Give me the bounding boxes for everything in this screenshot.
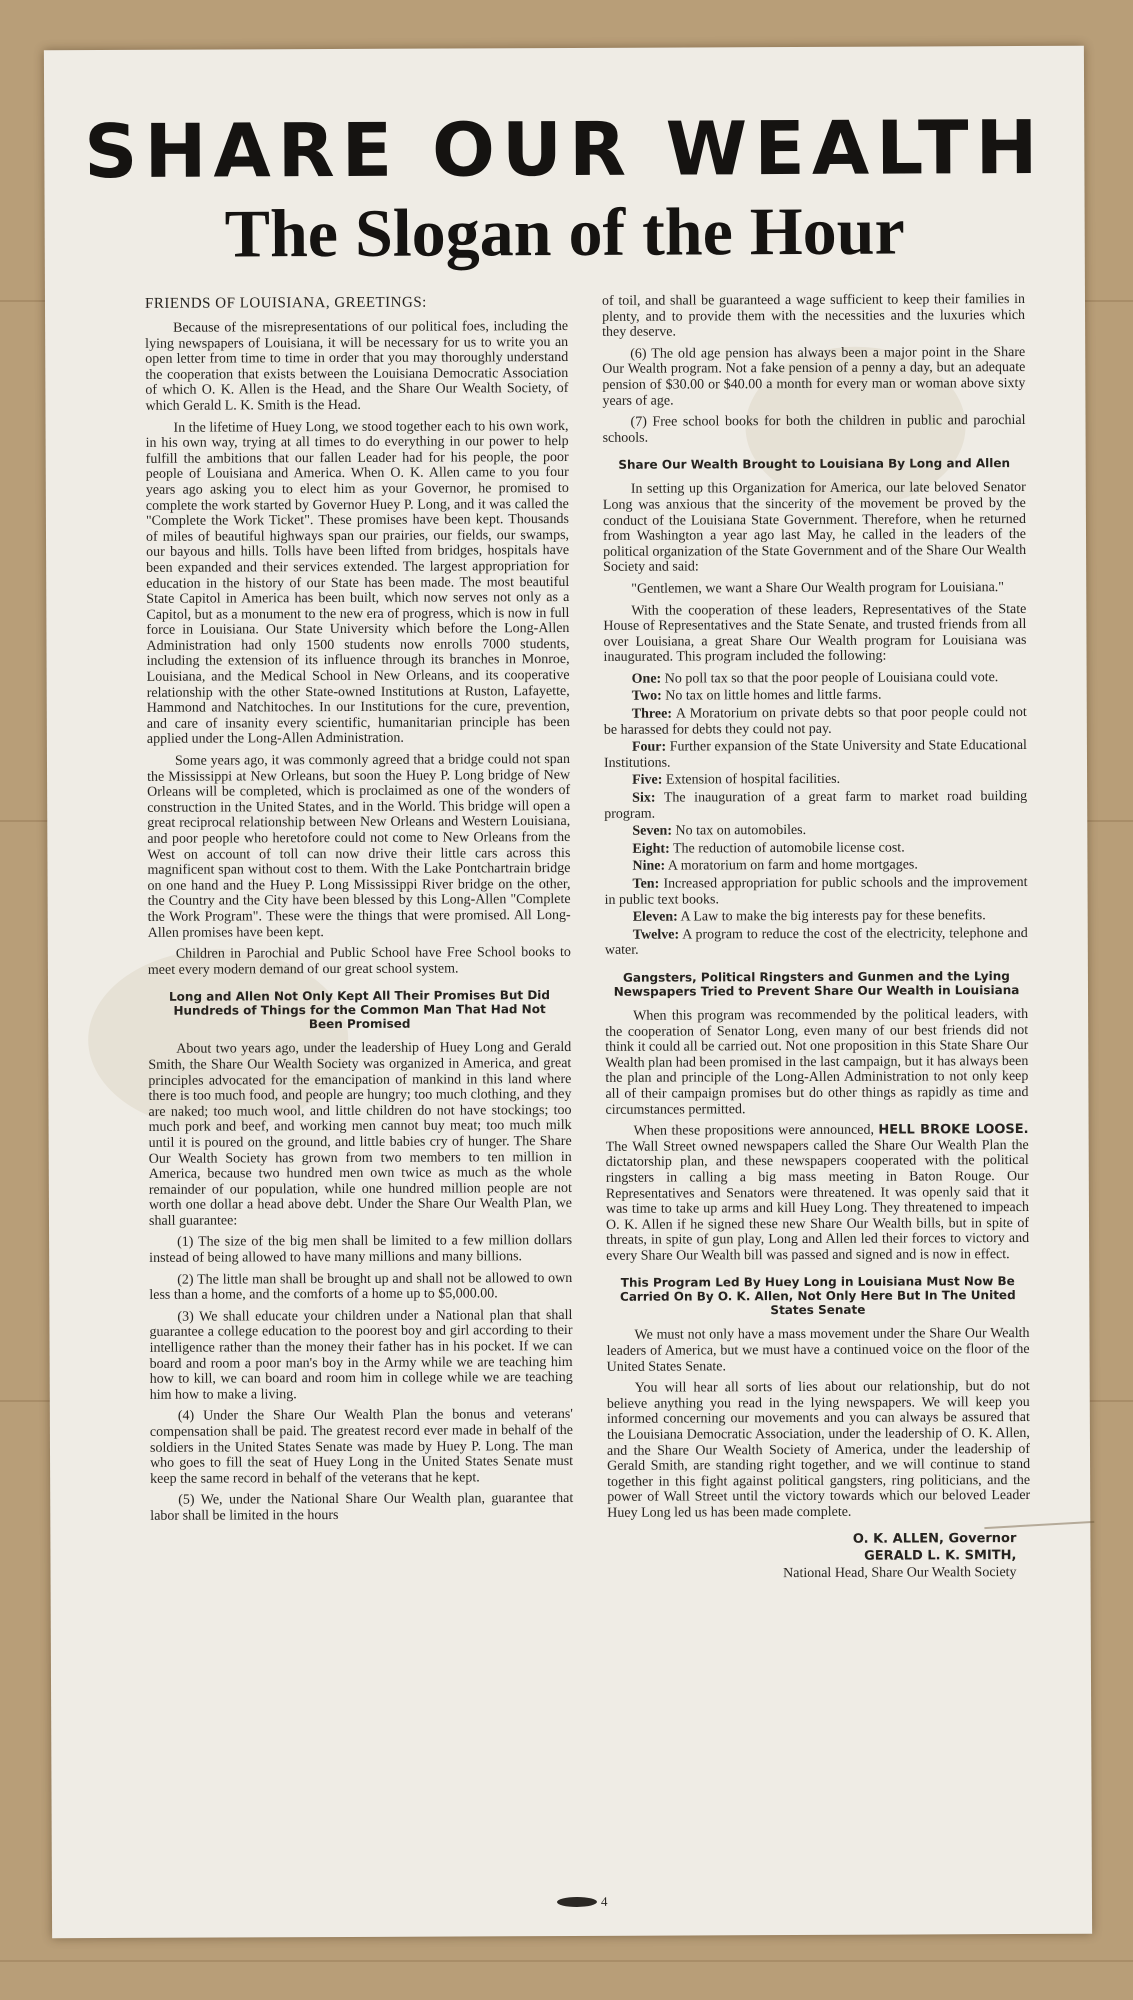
program-item-label: Four:	[631, 739, 667, 755]
program-item	[604, 670, 1027, 687]
emphasis: HELL BROKE LOOSE.	[878, 1122, 1029, 1138]
guarantee-item: (5) We, under the National Share Our Wealth plan, guarantee that labor shall be limited in the hours	[150, 1491, 574, 1524]
program-item-text: No tax on automobiles.	[675, 823, 807, 839]
program-item-text: No poll tax so that the poor people of Louisiana could vote.	[664, 669, 999, 687]
program-item-label: Seven:	[632, 823, 673, 839]
paragraph: Children in Parochial and Public School have Free School books to meet every modern demand of our great school system.	[147, 945, 571, 978]
section-heading: This Program Led By Huey Long in Louisiana Must Now Be Carried On By O. K. Allen, Not Only Here But In The United States Senate	[619, 1274, 1016, 1318]
paragraph: When this program was recommended by the political leaders, with the cooperation of Senator Long, even many of our best friends did not think it could all be carried out. Not one proposition in this State Share Our Wealth plan had been promised in the last campaign, but it has always been the plan and principle of the Long-Allen Administration to not only keep all of their campaign promises but do other things as rapidly as time and circumstances permitted.	[605, 1006, 1029, 1118]
section-heading: Long and Allen Not Only Kept All Their Promises But Did Hundreds of Things for the Common Man That Had Not Been Promised	[168, 988, 551, 1032]
program-item-text: A Law to make the big interests pay for these benefits.	[680, 908, 986, 925]
body-columns	[145, 292, 1031, 1584]
program-item-label: Nine:	[632, 858, 666, 875]
program-item-label: Ten:	[632, 876, 660, 892]
program-item-text: A Moratorium on private debts so that poor people could not be harassed for debts they could not pay.	[603, 705, 1027, 738]
program-item-text: Increased appropriation for public schools and the improvement in public text books.	[604, 874, 1028, 908]
paragraph: You will hear all sorts of lies about our relationship, but do not believe anything you read in the lying newspapers. We will keep you informed concerning our movements and you can always be assured that the Louisiana Democratic Association, under the leadership of O. K. Allen, and the Share Our Wealth Society of America, under the leadership of Gerald Smith, are standing right together, and we will continue to stand together in this fight against political gangsters, ring politicians, and the power of Wall Street until the victory towards which our beloved Leader Huey Long led us has been made complete.	[606, 1379, 1031, 1521]
subheadline: The Slogan of the Hour	[224, 192, 905, 272]
program-item-label: Five:	[632, 773, 663, 789]
program-item-label: Eleven:	[632, 909, 678, 925]
right-column	[602, 292, 1031, 1582]
guarantee-item: (6) The old age pension has always been a major point in the Share Our Wealth program. Not a fake pension of a penny a day, but an adequate pension of $30.00 or $40.00 a month for every man or woman above sixty years of age.	[602, 344, 1026, 409]
headline: SHARE OUR WEALTH	[83, 104, 1045, 196]
program-item-label: Six:	[632, 790, 656, 806]
program-item-text: A program to reduce the cost of the electricity, telephone and water.	[604, 925, 1028, 959]
union-label	[557, 1894, 608, 1910]
paragraph: About two years ago, under the leadership of Huey Long and Gerald Smith, the Share Our Wealth Society was organized in America, and great principles advocated for the emancipation of mankind in this land where there is too much food, and people are hungry; too much clothing, and they are naked; too much wool, and little children do not have stockings; too much pork and beef, and working men cannot buy meat; too much milk until it is poured on the ground, and little babies cry of hunger. The Share Our Wealth Society has grown from two members to ten million in America, because two hundred men own twice as much as the whole remainder of our population, while one hundred million people are not worth one dollar a head above debt. Under the Share Our Wealth Plan, we shall guarantee:	[148, 1040, 572, 1229]
program-item-label: Two:	[631, 689, 662, 705]
program-item-text: Extension of hospital facilities.	[665, 772, 841, 789]
left-column	[145, 294, 574, 1584]
program-item	[605, 908, 1028, 925]
guarantee-item: (4) Under the Share Our Wealth Plan the bonus and veterans' compensation shall be paid. The greatest record ever made in behalf of the soldiers in the United States Senate was made by Huey P. Long. The man who goes to fill the seat of Huey Long in the United States Senate must keep the same record in behalf of the veterans that he kept.	[149, 1407, 574, 1487]
program-item-text: The reduction of automobile license cost.	[672, 840, 905, 857]
program-item	[605, 926, 1028, 959]
paragraph: Some years ago, it was commonly agreed that a bridge could not span the Mississippi at New Orleans, but soon the Huey P. Long bridge of New Orleans will be completed, which is proclaimed as one of the wonders of construction in the United States, and in the World. This bridge will open a great reciprocal relationship between New Orleans and Western Louisiana, and poor people who heretofore could not come to New Orleans from the West on account of toll can now drive their little cars across this magnificent span without cost to them. With the Lake Pontchartrain bridge on one hand and the Huey P. Long Mississippi River bridge on the other, the Country and the City have been blessed by this Long-Allen "Complete the Work Program". These were the things that were promised. All Long-Allen promises have been kept.	[147, 752, 571, 941]
paragraph: of toil, and shall be guaranteed a wage sufficient to keep their families in plenty, and to provide them with the necessities and the luxuries which they deserve.	[601, 291, 1026, 341]
program-item-label: Eight:	[632, 841, 670, 857]
guarantee-item: (1) The size of the big men shall be limited to a few million dollars instead of being allowed to have many millions and many billions.	[149, 1233, 573, 1266]
signatory-smith: GERALD L. K. SMITH,	[864, 1547, 1017, 1564]
signatory-governor: O. K. ALLEN, Governor	[852, 1530, 1017, 1547]
union-bug-icon	[557, 1897, 597, 1907]
handbill-sheet	[44, 46, 1092, 1939]
paragraph	[606, 1122, 1030, 1264]
program-item	[604, 840, 1027, 857]
text-run: The Wall Street owned newspapers called the Share Our Wealth Plan the dictatorship plan, and these newspapers cooperated with the political ringsters in calling a big mass meeting in Baton Rouge. Our Representatives and Senators were threatened. It was openly said that it was time to take up arms and kill Huey Long. They threatened to impeach O. K. Allen if he signed these new Share Our Wealth bills, but in spite of threats, in spite of gun play, Long and Allen led their forces to victory and every Share Our Wealth bill was passed and signed and is now in effect.	[605, 1137, 1030, 1264]
program-item-text: A moratorium on farm and home mortgages.	[667, 857, 918, 874]
paragraph: "Gentlemen, we want a Share Our Wealth program for Louisiana."	[631, 580, 1005, 597]
program-item	[604, 771, 1027, 788]
section-heading: Share Our Wealth Brought to Louisiana By Long and Allen	[618, 456, 1011, 473]
program-item	[604, 875, 1027, 908]
program-item	[604, 687, 1027, 704]
program-item-text: Further expansion of the State University and State Educational Institutions.	[603, 738, 1027, 771]
program-item-label: Three:	[631, 706, 673, 722]
program-item	[604, 857, 1027, 874]
program-item-label: One:	[631, 671, 662, 687]
program-item	[604, 738, 1027, 771]
guarantee-item: (7) Free school books for both the children in public and parochial schools.	[602, 413, 1026, 446]
program-item	[604, 705, 1027, 738]
greeting: FRIENDS OF LOUISIANA, GREETINGS:	[144, 294, 427, 312]
section-heading: Gangsters, Political Ringsters and Gunmen and the Lying Newspapers Tried to Prevent Share Our Wealth in Louisiana	[613, 969, 1020, 999]
paragraph: Because of the misrepresentations of our political foes, including the lying newspapers of Louisiana, it will be necessary for us to write you an open letter from time to time in order that you may thoroughly understand the cooperation that exists between the Louisiana Democratic Association of which O. K. Allen is the Head, and the Share Our Wealth Society, of which Gerald L. K. Smith is the Head.	[145, 318, 569, 414]
paragraph: We must not only have a mass movement under the Share Our Wealth leaders of America, but we must have a continued voice on the floor of the United States Senate.	[606, 1326, 1030, 1375]
paragraph: In the lifetime of Huey Long, we stood together each to his own work, in his own way, trying at all times to do everything in our power to help fulfill the ambitions that our fallen Leader had for his people, the poor people of Louisiana and America. When O. K. Allen came to you four years ago asking you to elect him as your Governor, he promised to complete the work started by Governor Huey P. Long, and it was called the "Complete the Work Ticket". These promises have been kept. Thousands of miles of beautiful highways span our prairies, our fields, our swamps, our bayous and hills. Tolls have been lifted from bridges, hospitals have been expanded and their services extended. The largest appropriation for education in the history of our State has been made. The most beautiful State Capitol in America has been built, which now serves not only as a Capitol, but as a monument to the new era of progress, which is now in full force in Louisiana. Our State University which before the Long-Allen Administration had only 1500 students now enrolls 7000 students, including the extension of its influence through its branches in Monroe, Louisiana, and the Medical School in New Orleans, and its cooperative relationship with the other State-owned Institutions at Ruston, Lafayette, Hammond and Natchitoches. In our Institutions for the cure, prevention, and care of insanity every scientific, humanitarian principle has been applied under the Long-Allen Administration.	[145, 418, 570, 748]
program-item	[604, 789, 1027, 822]
signature-block	[607, 1530, 1030, 1583]
union-number: 4	[600, 1893, 608, 1909]
program-item-text: The inauguration of a great farm to market road building program.	[604, 789, 1028, 822]
paragraph: With the cooperation of these leaders, Representatives of the State House of Representatives and the State Senate, and trusted friends from all over Louisiana, a great Share Our Wealth program for Louisiana was inaugurated. This program included the following:	[603, 601, 1027, 666]
text-run: When these propositions were announced,	[633, 1122, 875, 1139]
program-item	[604, 822, 1027, 839]
paragraph: In setting up this Organization for America, our late beloved Senator Long was anxious that the sincerity of the movement be proved by the conduct of the Louisiana State Government. Therefore, when he returned from Washington a year ago last May, he called in the leaders of the political organization of the State Government and of the Share Our Wealth Society and said:	[602, 480, 1027, 576]
guarantee-item: (3) We shall educate your children under a National plan that shall guarantee a college education to the poorest boy and girl according to their intelligence rather than the money their father has in his pocket. If we can board and room a poor man's boy in the Army while we are teaching him how to kill, we can board and room him in college while we are teaching him how to make a living.	[149, 1307, 573, 1403]
program-item-text: No tax on little homes and little farms.	[665, 688, 882, 705]
program-list	[604, 670, 1028, 959]
signatory-title: National Head, Share Our Wealth Society	[783, 1564, 1017, 1581]
guarantee-item: (2) The little man shall be brought up and shall not be allowed to own less than a home, and the comforts of a home up to $5,000.00.	[149, 1270, 573, 1304]
masthead	[44, 104, 1085, 273]
program-item-label: Twelve:	[632, 927, 680, 943]
